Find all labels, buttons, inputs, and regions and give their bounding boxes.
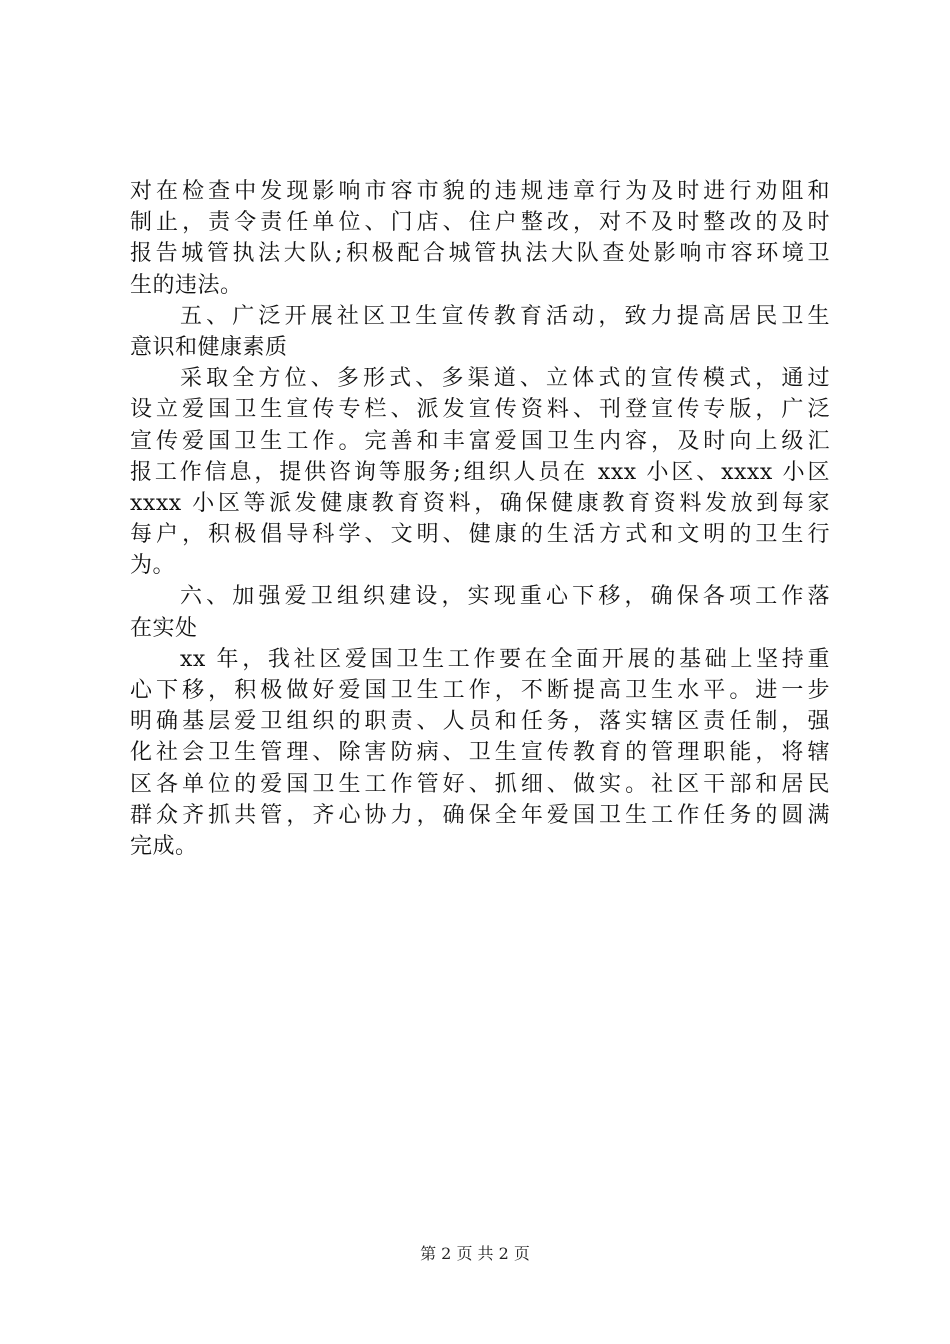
text-line: 完成。 <box>130 833 198 859</box>
text-line: 为。 <box>130 553 176 579</box>
document-body <box>130 176 830 862</box>
text-line: 宣传爱国卫生工作。完善和丰富爱国卫生内容，及时向上级汇 <box>130 428 830 454</box>
page-footer: 第 2 页 共 2 页 <box>420 1244 530 1263</box>
text-line: 心下移，积极做好爱国卫生工作，不断提高卫生水平。进一步 <box>130 678 830 703</box>
text-line: 对在检查中发现影响市容市貌的违规违章行为及时进行劝阻和 <box>130 179 830 204</box>
text-line: 化社会卫生管理、除害防病、卫生宣传教育的管理职能，将辖 <box>130 740 830 766</box>
text-line: 制止，责令责任单位、门店、住户整改，对不及时整改的及时 <box>130 210 830 236</box>
text-line: 在实处 <box>130 615 198 641</box>
text-line: 五、广泛开展社区卫生宣传教育活动，致力提高居民卫生 <box>180 303 830 329</box>
text-line: 六、加强爱卫组织建设，实现重心下移，确保各项工作落 <box>180 584 830 610</box>
text-line: 意识和健康素质 <box>130 334 288 360</box>
text-line: 采取全方位、多形式、多渠道、立体式的宣传模式，通过 <box>180 366 830 392</box>
text-line: 设立爱国卫生宣传专栏、派发宣传资料、刊登宣传专版，广泛 <box>130 397 830 423</box>
text-line: 报告城管执法大队;积极配合城管执法大队查处影响市容环境卫 <box>130 241 830 267</box>
text-line: 生的违法。 <box>130 272 243 298</box>
text-line: xx 年，我社区爱国卫生工作要在全面开展的基础上坚持重 <box>180 646 830 672</box>
text-line: 区各单位的爱国卫生工作管好、抓细、做实。社区干部和居民 <box>130 771 830 797</box>
text-line: 明确基层爱卫组织的职责、人员和任务，落实辖区责任制，强 <box>130 709 830 735</box>
text-line: 群众齐抓共管，齐心协力，确保全年爱国卫生工作任务的圆满 <box>130 802 830 828</box>
text-line: 每户，积极倡导科学、文明、健康的生活方式和文明的卫生行 <box>130 522 830 548</box>
text-line: xxxx 小区等派发健康教育资料，确保健康教育资料发放到每家 <box>130 490 830 516</box>
text-line: 报工作信息，提供咨询等服务;组织人员在 xxx 小区、xxxx 小区 <box>130 459 830 485</box>
